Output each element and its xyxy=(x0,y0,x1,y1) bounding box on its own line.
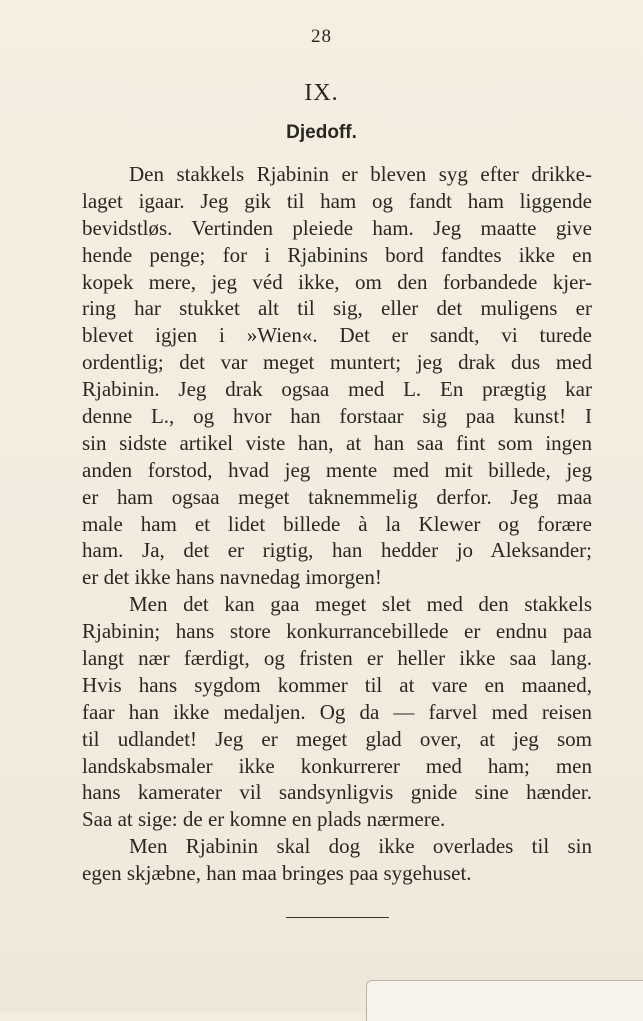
text-line: Hvis hans sygdom kommer til at vare en maaned, xyxy=(82,672,592,697)
text-line: hans kamerater vil sandsynligvis gnide sine hænder. xyxy=(82,780,592,805)
section-divider xyxy=(286,917,389,918)
text-line: kopek mere, jeg véd ikke, om den forbandede kjer- xyxy=(82,269,592,294)
text-line: sin sidste artikel viste han, at han saa fint som ingen xyxy=(82,430,592,455)
text-line: Men det kan gaa meget slet med den stakkels xyxy=(129,592,592,617)
text-line: landskabsmaler ikke konkurrerer med ham; men xyxy=(82,753,592,778)
text-line: ham. Ja, det er rigtig, han hedder jo Aleksander; xyxy=(82,538,592,563)
text-line: bevidstløs. Vertinden pleiede ham. Jeg maatte give xyxy=(82,215,592,240)
chapter-numeral: IX. xyxy=(304,80,339,106)
text-line: er ham ogsaa meget taknemmelig derfor. Jeg maa xyxy=(82,484,592,509)
chapter-body xyxy=(82,161,592,887)
chapter-title: Djedoff. xyxy=(286,122,357,143)
text-line: egen skjæbne, han maa bringes paa sygehuset. xyxy=(82,861,472,886)
text-line: Saa at sige: de er komne en plads nærmere. xyxy=(82,807,446,832)
text-line: hende penge; for i Rjabinins bord fandtes ikke en xyxy=(82,242,592,267)
text-line: denne L., og hvor han forstaar sig paa kunst! I xyxy=(82,404,592,429)
text-line: Rjabinin; hans store konkurrancebillede er endnu paa xyxy=(82,619,592,644)
text-line: laget igaar. Jeg gik til ham og fandt ham liggende xyxy=(82,188,592,213)
text-line: langt nær færdigt, og fristen er heller ikke saa lang. xyxy=(82,646,592,671)
text-line: til udlandet! Jeg er meget glad over, at jeg som xyxy=(82,726,592,751)
text-line: Den stakkels Rjabinin er bleven syg efter drikke- xyxy=(129,162,592,186)
text-line: er det ikke hans navnedag imorgen! xyxy=(82,565,382,590)
text-line: faar han ikke medaljen. Og da — farvel med reisen xyxy=(82,699,592,724)
text-line: anden forstod, hvad jeg mente med mit billede, jeg xyxy=(82,457,592,482)
page-edge xyxy=(366,980,643,1021)
text-line: ordentlig; det var meget muntert; jeg drak dus med xyxy=(82,350,592,375)
text-line: Rjabinin. Jeg drak ogsaa med L. En prægtig kar xyxy=(82,377,592,402)
text-line: ring har stukket alt til sig, eller det muligens er xyxy=(82,296,592,321)
text-line: male ham et lidet billede à la Klewer og forære xyxy=(82,511,592,536)
page-number: 28 xyxy=(311,26,332,47)
text-line: blevet igjen i »Wien«. Det er sandt, vi turede xyxy=(82,323,592,348)
text-line: Men Rjabinin skal dog ikke overlades til sin xyxy=(129,834,592,859)
